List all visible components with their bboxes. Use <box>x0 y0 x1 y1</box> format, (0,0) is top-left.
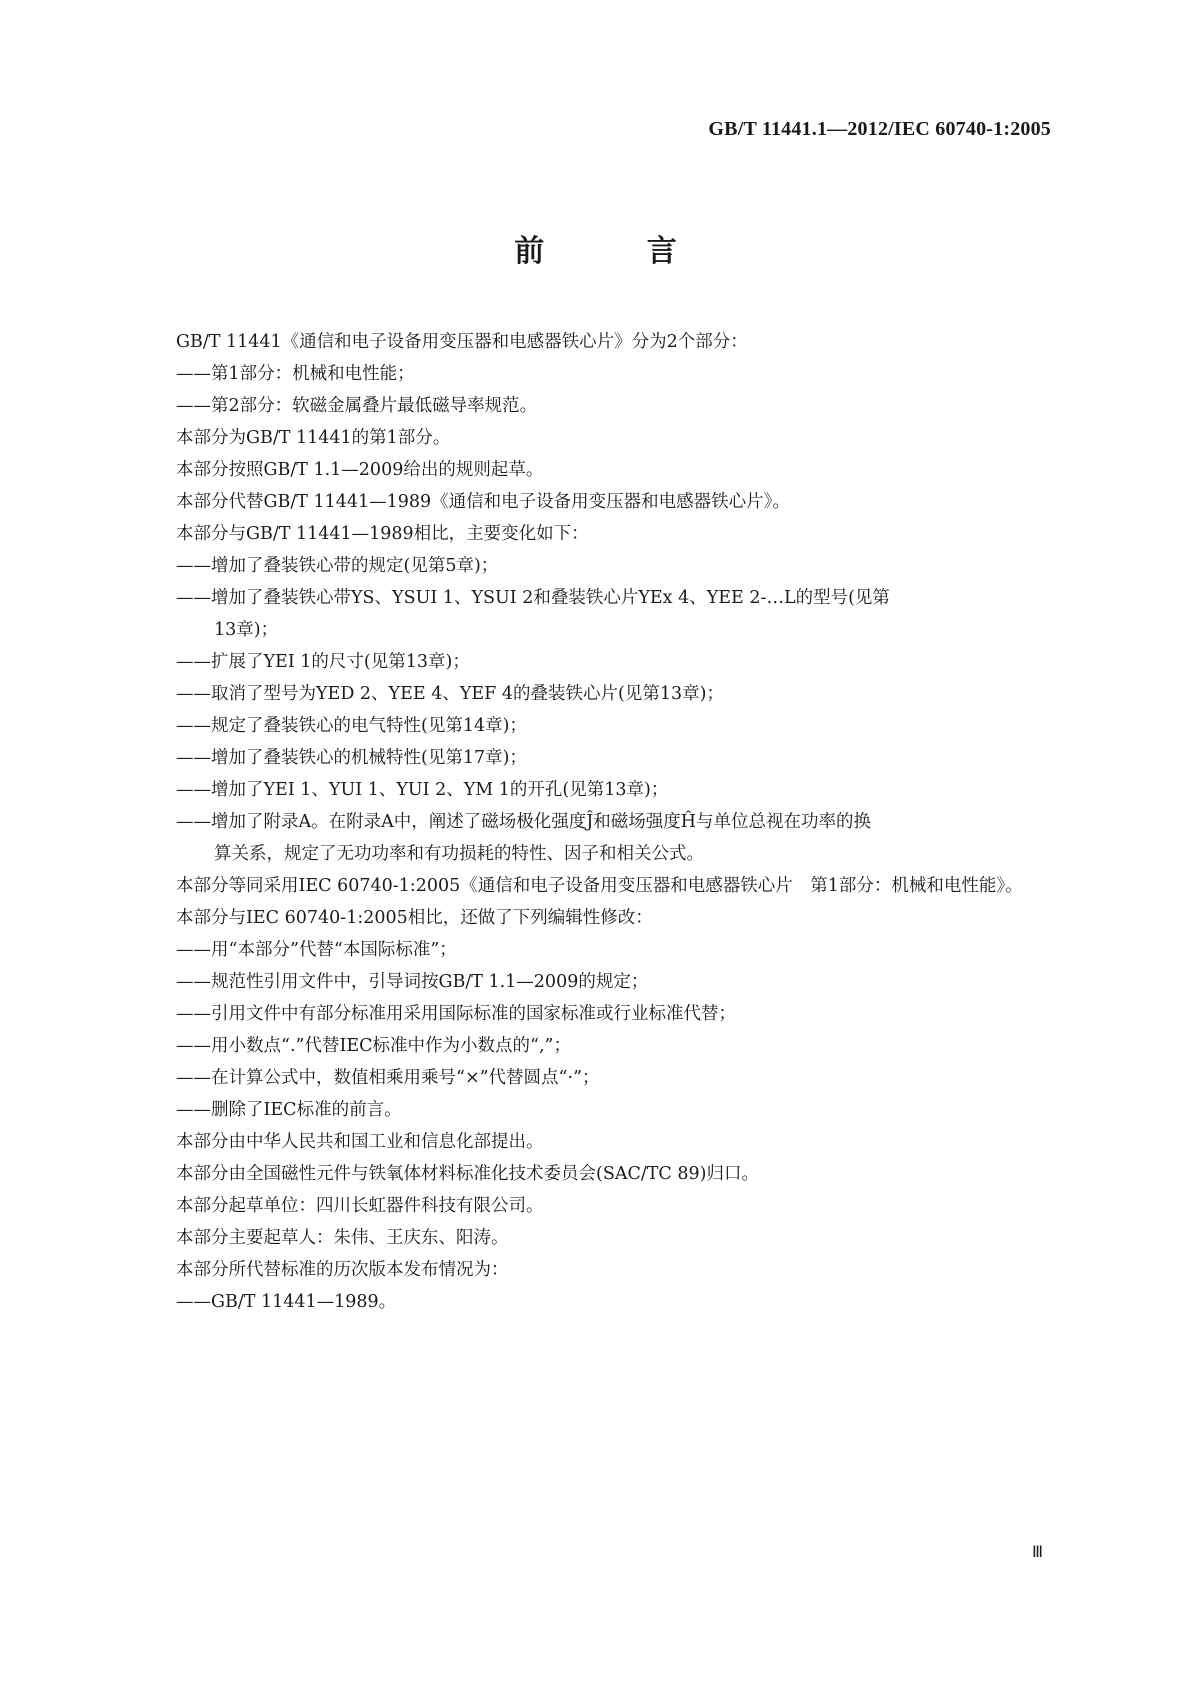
list-item-text: ——增加了叠装铁心带的规定(见第5章)； <box>176 556 499 576</box>
list-item <box>133 966 1063 998</box>
list-item <box>133 582 1063 646</box>
paragraph: 本部分代替GB/T 11441—1989《通信和电子设备用变压器和电感器铁心片》。 <box>176 492 790 512</box>
list-item-text: ——取消了型号为YED 2、YEE 4、YEF 4的叠装铁心片(见第13章)； <box>176 684 724 704</box>
list-item-text: ——规范性引用文件中，引导词按GB/T 1.1—2009的规定； <box>176 972 649 992</box>
paragraph: 本部分与IEC 60740-1:2005相比，还做了下列编辑性修改： <box>176 908 653 928</box>
paragraph: 本部分按照GB/T 1.1—2009给出的规则起草。 <box>176 460 544 480</box>
list-item <box>133 998 1063 1030</box>
list-item-text: ——引用文件中有部分标准用采用国际标准的国家标准或行业标准代替； <box>176 1004 736 1024</box>
page-number: Ⅲ <box>1031 1544 1043 1561</box>
paragraph: 本部分主要起草人：朱伟、王庆东、阳涛。 <box>176 1228 509 1248</box>
list-item <box>133 1094 1063 1126</box>
paragraph: 本部分由全国磁性元件与铁氧体材料标准化技术委员会(SAC/TC 89)归口。 <box>176 1164 759 1184</box>
list-item <box>133 1062 1063 1094</box>
list-item-continuation: 13章)； <box>214 620 279 640</box>
list-item <box>133 646 1063 678</box>
list-item <box>133 710 1063 742</box>
list-item <box>133 934 1063 966</box>
list-item-text: ——GB/T 11441—1989。 <box>176 1292 397 1312</box>
list-item-text: ——用“本部分”代替“本国际标准”； <box>176 940 457 960</box>
list-item-text: ——第1部分：机械和电性能； <box>176 364 415 384</box>
list-item-text: ——扩展了YEI 1的尺寸(见第13章)； <box>176 652 470 672</box>
list-item-text: ——增加了附录A。在附录A中，阐述了磁场极化强度Ĵ和磁场强度Ĥ与单位总视在功率的换 <box>176 812 872 832</box>
paragraph: 本部分与GB/T 11441—1989相比，主要变化如下： <box>176 524 589 544</box>
list-item-text: ——增加了叠装铁心的机械特性(见第17章)； <box>176 748 527 768</box>
list-item <box>133 1030 1063 1062</box>
page-title: 前 言 <box>514 234 723 269</box>
paragraph: 本部分为GB/T 11441的第1部分。 <box>176 428 451 448</box>
list-item <box>133 678 1063 710</box>
list-item <box>133 774 1063 806</box>
list-item-text: ——在计算公式中，数值相乘用乘号“×”代替圆点“·”； <box>176 1068 600 1088</box>
standard-code-header: GB/T 11441.1—2012/IEC 60740-1:2005 <box>708 118 1051 140</box>
list-item <box>133 806 1063 870</box>
list-item-text: ——用小数点“.”代替IEC标准中作为小数点的“,”； <box>176 1036 571 1056</box>
list-item <box>133 550 1063 582</box>
list-item-continuation: 算关系，规定了无功功率和有功损耗的特性、因子和相关公式。 <box>214 844 704 864</box>
list-item <box>133 358 1063 390</box>
list-item-text: ——规定了叠装铁心的电气特性(见第14章)； <box>176 716 527 736</box>
paragraph: 本部分起草单位：四川长虹器件科技有限公司。 <box>176 1196 544 1216</box>
list-item <box>133 742 1063 774</box>
list-item-text: ——第2部分：软磁金属叠片最低磁导率规范。 <box>176 396 538 416</box>
list-item <box>133 1286 1063 1318</box>
foreword-body <box>133 326 1063 1318</box>
paragraph: 本部分等同采用IEC 60740-1:2005《通信和电子设备用变压器和电感器铁心片 第1部分：机械和电性能》。 <box>176 876 1023 896</box>
paragraph: 本部分由中华人民共和国工业和信息化部提出。 <box>176 1132 544 1152</box>
paragraph: 本部分所代替标准的历次版本发布情况为： <box>176 1260 509 1280</box>
list-item-text: ——增加了YEI 1、YUI 1、YUI 2、YM 1的开孔(见第13章)； <box>176 780 669 800</box>
list-item-text: ——增加了叠装铁心带YS、YSUI 1、YSUI 2和叠装铁心片YEx 4、YEE 2-…L的型号(见第 <box>176 588 890 608</box>
list-item-text: ——删除了IEC标准的前言。 <box>176 1100 402 1120</box>
paragraph: GB/T 11441《通信和电子设备用变压器和电感器铁心片》分为2个部分： <box>176 332 748 352</box>
list-item <box>133 390 1063 422</box>
